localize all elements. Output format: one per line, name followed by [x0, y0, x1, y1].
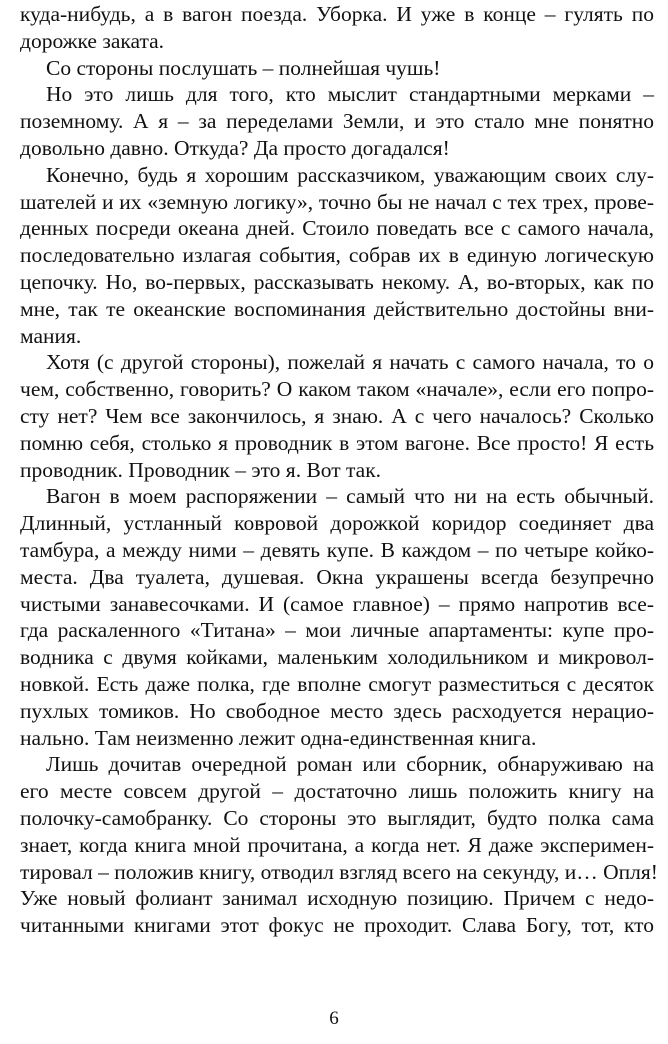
- text-line: читанными книгами этот фокус не проходит. Слава Богу, тот, кто: [20, 913, 654, 938]
- text-line: Лишь дочитав очередной роман или сборник, обнаруживаю на: [46, 752, 654, 777]
- text-line: чистыми занавесочками. И (самое главное) – прямо напротив все-: [20, 591, 654, 616]
- paragraph: [20, 55, 654, 82]
- paragraph: [20, 1, 654, 55]
- text-line: Длинный, устланный ковровой дорожкой коридор соединяет два: [20, 511, 654, 536]
- text-line: пухлых томиков. Но свободное место здесь расходуется нерацио-: [20, 698, 654, 723]
- text-line: его месте совсем другой – достаточно лишь положить книгу на: [20, 779, 654, 804]
- page-number: 6: [329, 1008, 339, 1029]
- text-line: цепочку. Но, во-первых, рассказывать некому. А, во-вторых, как по: [20, 269, 654, 294]
- text-line: довольно давно. Откуда? Да просто догадался!: [20, 135, 450, 160]
- text-line: Хотя (с другой стороны), пожелай я начать с самого начала, то о: [46, 350, 654, 375]
- paragraph: [20, 349, 654, 483]
- text-line: Вагон в моем распоряжении – самый что ни на есть обычный.: [46, 484, 654, 509]
- paragraph: [20, 162, 654, 350]
- text-line: знает, когда книга мной прочитана, а когда нет. Я даже эксперимен-: [20, 832, 654, 857]
- text-line: шателей и их «земную логику», точно бы не начал с тех трех, прове-: [20, 189, 654, 214]
- text-line: тировал – положив книгу, отводил взгляд всего на секунду, и… Опля!: [20, 859, 658, 884]
- text-line: тамбура, а между ними – девять купе. В каждом – по четыре койко-: [20, 537, 654, 562]
- text-line: чем, собственно, говорить? О каком таком «начале», если его попро-: [20, 377, 654, 402]
- text-line: проводник. Проводник – это я. Вот так.: [20, 457, 382, 482]
- text-line: гда раскаленного «Титана» – мои личные апартаменты: купе про-: [20, 618, 654, 643]
- text-line: водника с двумя койками, маленьким холодильником и микровол-: [20, 645, 654, 670]
- text-line: Со стороны послушать – полнейшая чушь!: [46, 55, 441, 80]
- text-line: мне, так те океанские воспоминания действительно достойны вни-: [20, 296, 654, 321]
- text-line: места. Два туалета, душевая. Окна украшены всегда безупречно: [20, 564, 654, 589]
- text-line: помню себя, столько я проводник в этом вагоне. Все просто! Я есть: [20, 430, 654, 455]
- text-line: мания.: [20, 323, 82, 348]
- page-body: [20, 0, 658, 939]
- text-line: дорожке заката.: [20, 28, 165, 53]
- text-line: сту нет? Чем все закончилось, я знаю. А с чего началось? Сколько: [20, 403, 654, 428]
- text-line: Но это лишь для того, кто мыслит стандартными мерками –: [46, 82, 654, 107]
- text-line: последовательно излагая события, собрав их в единую логическую: [20, 243, 654, 268]
- paragraph: [20, 751, 658, 939]
- paragraph: [20, 81, 654, 161]
- text-line: поземному. А я – за переделами Земли, и это стало мне понятно: [20, 109, 654, 134]
- text-line: куда-нибудь, а в вагон поезда. Уборка. И уже в конце – гулять по: [20, 2, 654, 26]
- text-line: Конечно, будь я хорошим рассказчиком, уважающим своих слу-: [46, 162, 654, 187]
- text-line: полочку-самобранку. Со стороны это выглядит, будто полка сама: [20, 805, 654, 830]
- text-line: нально. Там неизменно лежит одна-единственная книга.: [20, 725, 537, 750]
- text-line: новкой. Есть даже полка, где вполне смогут разместиться с десяток: [20, 671, 654, 696]
- text-line: Уже новый фолиант занимал исходную позицию. Причем с недо-: [20, 886, 654, 911]
- text-line: денных посреди океана дней. Стоило поведать все с самого начала,: [20, 216, 654, 241]
- paragraph: [20, 483, 654, 751]
